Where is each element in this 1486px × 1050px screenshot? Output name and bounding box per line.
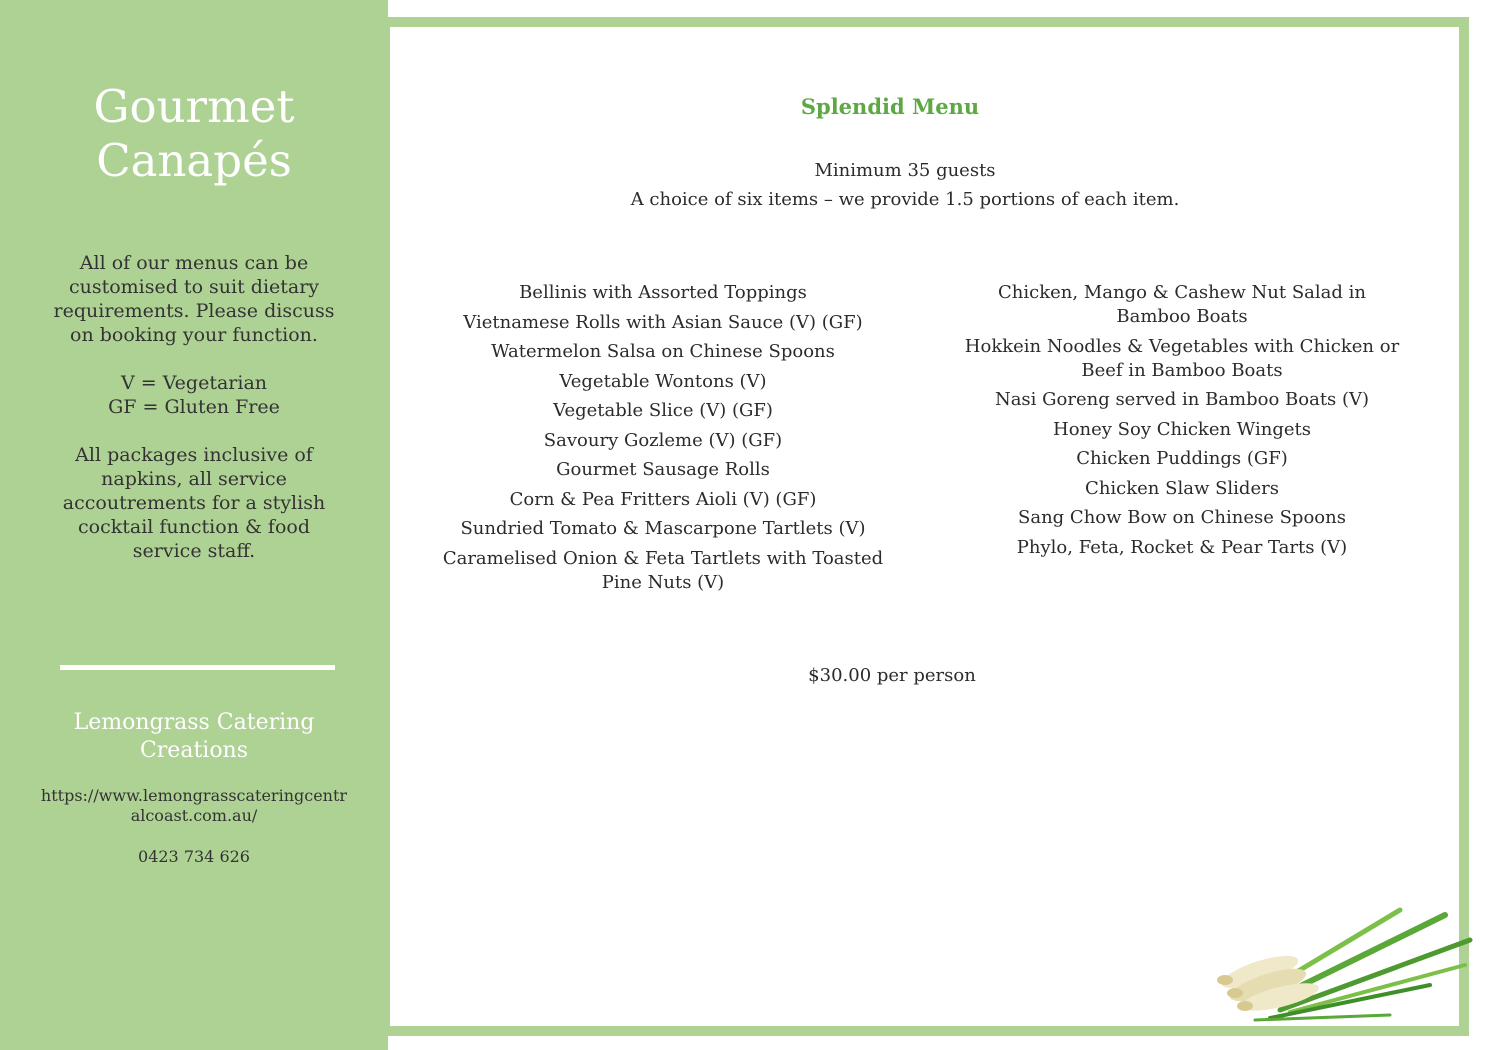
lemongrass-stalks-illustration (1190, 900, 1480, 1025)
menu-item: Caramelised Onion & Feta Tartlets with Toasted Pine Nuts (V) (442, 547, 884, 593)
menu-item: Sundried Tomato & Mascarpone Tartlets (V) (460, 518, 866, 539)
menu-item: Nasi Goreng served in Bamboo Boats (V) (994, 389, 1370, 410)
menu-subtitle (560, 156, 1250, 214)
dietary-note: All of our menus can be customised to suit dietary requirements. Please discuss on booking your function. (53, 252, 335, 346)
legend (50, 371, 338, 419)
menu-item: Vegetable Wontons (V) (559, 370, 767, 392)
company-name: Lemongrass Catering Creations (73, 710, 315, 763)
menu-item: Gourmet Sausage Rolls (556, 459, 770, 480)
min-guests: Minimum 35 guests (814, 160, 996, 181)
sidebar (0, 0, 388, 1050)
menu-item: Savoury Gozleme (V) (GF) (543, 429, 783, 451)
legend-vegetarian: V = Vegetarian (120, 372, 268, 394)
phone-number: 0423 734 626 (138, 847, 250, 866)
website-link[interactable]: https://www.lemongrasscateringcentralcoast.com.au/ (40, 786, 348, 825)
choice-note: A choice of six items – we provide 1.5 portions of each item. (630, 189, 1180, 210)
menu-item: Vietnamese Rolls with Asian Sauce (V) (GF) (463, 311, 863, 333)
menu-item: Bellinis with Assorted Toppings (519, 282, 807, 303)
menu-item: Chicken Puddings (GF) (1076, 448, 1288, 469)
packages-note: All packages inclusive of napkins, all service accoutrements for a stylish cocktail function & food service staff. (62, 444, 326, 562)
menu-item: Sang Chow Bow on Chinese Spoons (1018, 507, 1346, 528)
menu-item: Honey Soy Chicken Wingets (1053, 418, 1311, 440)
title-line-2: Canapés (96, 134, 292, 187)
menu-column-right (960, 281, 1404, 565)
menu-title: Splendid Menu (800, 94, 980, 119)
divider (60, 665, 335, 670)
price: $30.00 per person (808, 665, 976, 686)
legend-gluten-free: GF = Gluten Free (108, 396, 280, 418)
menu-item: Corn & Pea Fritters Aioli (V) (GF) (509, 488, 817, 510)
menu-column-left (430, 281, 896, 600)
title-line-1: Gourmet (93, 80, 295, 133)
menu-item: Hokkein Noodles & Vegetables with Chicken or Beef in Bamboo Boats (964, 335, 1400, 381)
menu-item: Chicken Slaw Sliders (1085, 477, 1279, 499)
menu-item: Chicken, Mango & Cashew Nut Salad in Bamboo Boats (998, 282, 1366, 327)
page-title (0, 80, 388, 188)
menu-item: Vegetable Slice (V) (GF) (553, 400, 773, 421)
menu-item: Watermelon Salsa on Chinese Spoons (491, 341, 835, 362)
menu-item: Phylo, Feta, Rocket & Pear Tarts (V) (1016, 536, 1348, 558)
info-block (50, 251, 338, 587)
